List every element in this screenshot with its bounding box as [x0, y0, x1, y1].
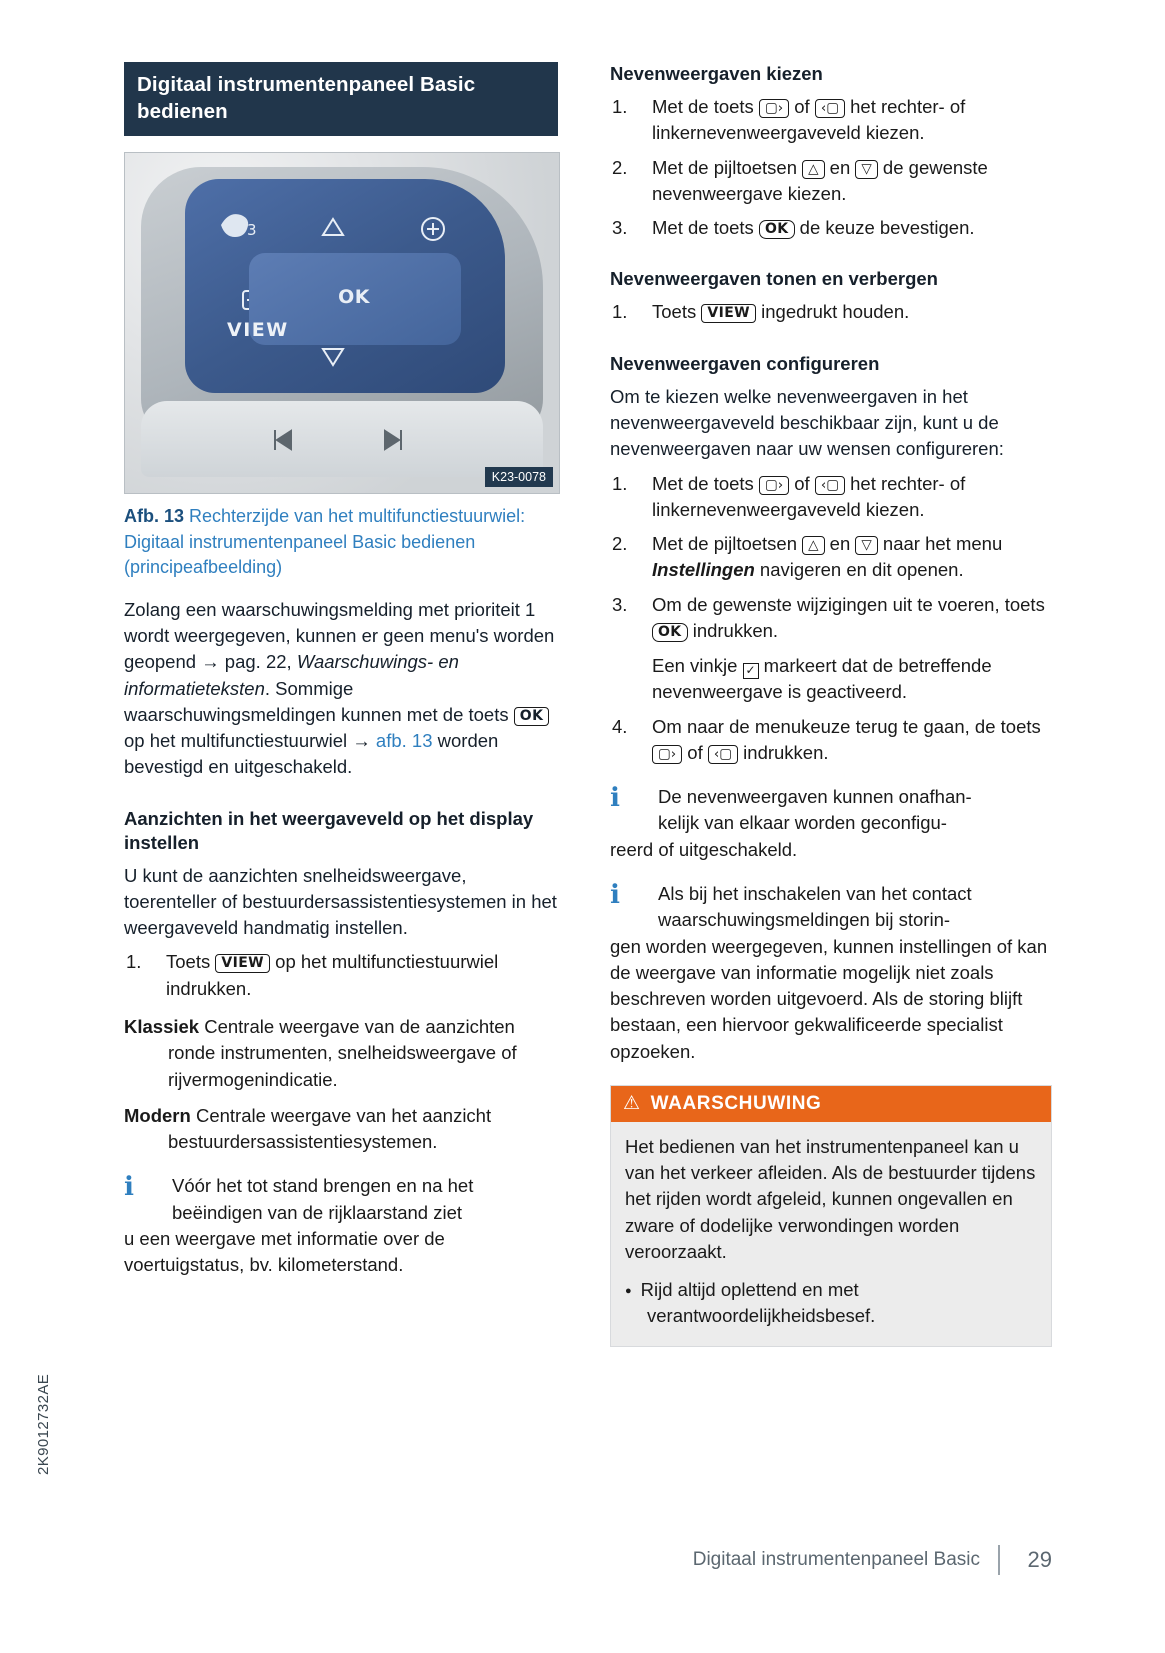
- choose-step-3: [610, 215, 1052, 241]
- views-step-1: [124, 949, 558, 1002]
- config-step-3-sub-text-a: Een vinkje: [652, 655, 743, 677]
- left-view-icon: ‹▢: [815, 476, 845, 495]
- heading-views-setup: Aanzichten in het weergaveveld op het display instellen: [124, 807, 534, 853]
- view-key-icon: VIEW: [215, 954, 270, 973]
- note-ignition-rest: gen worden weergegeven, kunnen instellingen of kan de weergave van informatie mogelijk niet zoals beschreven worden uitgevoerd. Als de storing blijft bestaan, een hiervoor gekwalificeerde specialist opzoeken.: [610, 935, 1048, 1062]
- figure-caption-text: Rechterzijde van het multifunctiestuurwiel: Digitaal instrumentenpaneel Basic bedienen (principeafbeelding): [124, 506, 526, 578]
- choose-step-2: [610, 155, 1052, 208]
- warning-text: Het bedienen van het instrumentenpaneel kan u van het verkeer afleiden. Als de bestuurder tijdens het rijden wordt afgeleid, kunnen ongevallen en zware of dodelijke verwondingen worden veroorzaakt.: [625, 1135, 1036, 1262]
- figure-ok-button-label: OK: [338, 286, 370, 309]
- config-step-4-text-c: indrukken.: [738, 741, 829, 763]
- note-ignition-warnings: [610, 881, 1052, 1065]
- note-independent-config: [610, 784, 1052, 863]
- config-step-4: [610, 714, 1052, 767]
- config-step-2-text-a: Met de pijltoetsen: [652, 533, 803, 555]
- config-step-3-sub-text-b: markeert dat de betreffende nevenweergave is geactiveerd.: [652, 655, 992, 703]
- choose-step-2-text-c: de gewenste nevenweergave kiezen.: [652, 156, 988, 204]
- warning-triangle-icon: ⚠: [623, 1092, 641, 1115]
- arrow-up-icon: △: [802, 160, 824, 179]
- config-step-3-text-a: Om de gewenste wijzigingen uit te voeren, toets: [652, 593, 1045, 615]
- choose-step-3-text-a: Met de toets: [652, 217, 759, 239]
- right-view-icon: ▢›: [759, 476, 789, 495]
- intro-italic: Waarschuwings- en informatieteksten: [124, 651, 459, 699]
- choose-step-3-text-c: de keuze bevestigen.: [794, 217, 975, 239]
- view-mode-klassiek-term: Klassiek: [124, 1016, 200, 1038]
- config-step-1-text-a: Met de toets: [652, 472, 759, 494]
- warning-header: [611, 1086, 1051, 1122]
- show-step-1-text-a: Toets: [652, 301, 702, 323]
- show-step-1: [610, 299, 1052, 325]
- arrow-down-icon: ▽: [855, 160, 877, 179]
- config-step-3-subnote: [652, 653, 1052, 706]
- choose-step-1-text-c: het rechter- of linkernevenweergaveveld kiezen.: [652, 96, 966, 144]
- figure-caption-label: Afb. 13: [124, 506, 185, 527]
- checkmark-icon: ✓: [743, 663, 759, 679]
- lower-wheel-bar: [141, 401, 543, 477]
- footer-divider: [998, 1545, 1000, 1575]
- figure-view-button-label: VIEW: [227, 319, 289, 342]
- right-view-icon: ▢›: [759, 99, 789, 118]
- config-step-2-menu-name: Instellingen: [652, 559, 755, 581]
- intro-paragraph: [124, 597, 558, 781]
- figure-code: K23-0078: [485, 467, 553, 487]
- ok-key-icon: OK: [652, 623, 688, 642]
- view-modes-list: [124, 1014, 558, 1155]
- heading-show-hide-subdisplays: Nevenweergaven tonen en verbergen: [610, 268, 938, 290]
- config-step-2-text-c: naar het menu: [877, 533, 1003, 555]
- views-step-1-text-b: op het multifunctiestuurwiel indrukken.: [166, 951, 499, 999]
- note-vehicle-status-line2: beëindigen van de rijklaarstand ziet: [172, 1201, 463, 1223]
- views-steps-list: [124, 949, 558, 1002]
- note-independent-rest: reerd of uitgeschakeld.: [610, 838, 798, 860]
- info-icon: ℹ: [610, 879, 620, 910]
- footer-section-title: Digitaal instrumentenpaneel Basic: [692, 1549, 980, 1570]
- show-step-1-text-b: ingedrukt houden.: [756, 301, 910, 323]
- config-paragraph: Om te kiezen welke nevenweergaven in het nevenweergaveveld beschikbaar zijn, kunt u de nevenweergaven naar uw wensen configureren:: [610, 385, 1004, 460]
- warning-body: [611, 1122, 1051, 1346]
- right-column: [610, 62, 1052, 1347]
- note-ignition-line1: Als bij het inschakelen van het contact: [658, 882, 972, 904]
- view-mode-klassiek: [124, 1014, 558, 1093]
- choose-step-1-text-a: Met de toets: [652, 96, 759, 118]
- config-step-1: [610, 471, 1052, 524]
- svg-text:3: 3: [247, 221, 257, 240]
- view-mode-modern: [124, 1103, 558, 1156]
- warning-title: WAARSCHUWING: [650, 1092, 822, 1114]
- choose-step-2-text-a: Met de pijltoetsen: [652, 156, 803, 178]
- config-step-4-text-a: Om naar de menukeuze terug te gaan, de toets: [652, 715, 1041, 737]
- page-number: 29: [1027, 1547, 1052, 1572]
- arrow-down-icon: ▽: [855, 536, 877, 555]
- steering-wheel-figure: [124, 152, 560, 494]
- view-mode-modern-term: Modern: [124, 1104, 191, 1126]
- intro-text-4: worden bevestigd en uitgeschakeld.: [124, 730, 499, 778]
- note-independent-line2: kelijk van elkaar worden geconfigu-: [658, 812, 947, 834]
- config-step-2-text-d: navigeren en dit openen.: [754, 559, 964, 581]
- info-icon: ℹ: [124, 1172, 134, 1203]
- warning-bullet: ● Rijd altijd oplettend en met verantwoordelijkheidsbesef.: [625, 1277, 1037, 1330]
- config-step-1-text-c: het rechter- of linkernevenweergaveveld kiezen.: [652, 472, 966, 520]
- section-title-banner: Digitaal instrumentenpaneel Basic bedienen: [124, 62, 558, 136]
- config-step-4-text-b: of: [682, 741, 708, 763]
- config-step-3-text-b: indrukken.: [687, 619, 779, 641]
- document-side-code: 2K9012732AE: [35, 1373, 52, 1475]
- config-step-3: [610, 592, 1052, 706]
- warning-box: [610, 1085, 1052, 1347]
- choose-steps-list: [610, 94, 1052, 241]
- choose-step-1: [610, 94, 1052, 147]
- heading-choose-subdisplays: Nevenweergaven kiezen: [610, 63, 823, 84]
- config-step-1-text-b: of: [789, 472, 815, 494]
- choose-step-1-text-b: of: [789, 96, 815, 118]
- show-steps-list: [610, 299, 1052, 325]
- arrow-up-icon: △: [802, 536, 824, 555]
- view-mode-modern-text: Centrale weergave van het aanzicht bestuurdersassistentiesystemen.: [168, 1104, 492, 1153]
- track-skip-icons: [141, 401, 543, 477]
- left-column: [124, 62, 558, 1278]
- info-icon: ℹ: [610, 783, 620, 814]
- choose-step-2-text-b: en: [824, 156, 856, 178]
- config-steps-list: [610, 471, 1052, 767]
- intro-figure-link[interactable]: afb. 13: [375, 730, 433, 752]
- ok-key-icon: OK: [759, 220, 795, 239]
- views-step-1-text-a: Toets: [166, 951, 216, 973]
- note-vehicle-status: [124, 1173, 558, 1278]
- view-key-icon: VIEW: [701, 304, 756, 323]
- intro-text-2: . Sommige waarschuwingsmeldingen kunnen met de toets: [124, 677, 514, 725]
- figure-caption: [124, 504, 558, 581]
- heading-configure-subdisplays: Nevenweergaven configureren: [610, 352, 880, 374]
- intro-text-3: op het multifunctiestuurwiel →: [124, 730, 376, 752]
- view-mode-klassiek-text: Centrale weergave van de aanzichten ronde instrumenten, snelheidsweergave of rijvermogenindicatie.: [168, 1016, 517, 1090]
- note-independent-line1: De nevenweergaven kunnen onafhan-: [658, 786, 972, 808]
- views-paragraph: U kunt de aanzichten snelheidsweergave, toerenteller of bestuurdersassistentiesystemen in het weergaveveld handmatig instellen.: [124, 864, 557, 939]
- ok-key-icon: OK: [514, 707, 550, 726]
- note-ignition-line2: waarschuwingsmeldingen bij storin-: [658, 909, 951, 931]
- page-footer: [610, 1545, 1052, 1575]
- config-step-2-text-b: en: [824, 533, 856, 555]
- intro-text-1: Zolang een waarschuwingsmelding met prioriteit 1 wordt weergegeven, kunnen er geen menu's worden geopend → pag. 22,: [124, 598, 555, 673]
- left-view-icon: ‹▢: [708, 745, 738, 764]
- left-view-icon: ‹▢: [815, 99, 845, 118]
- right-view-icon: ▢›: [652, 745, 682, 764]
- note-vehicle-status-line1: Vóór het tot stand brengen en na het: [172, 1175, 474, 1197]
- config-step-2: [610, 531, 1052, 584]
- note-vehicle-status-rest: u een weergave met informatie over de voertuigstatus, bv. kilometerstand.: [124, 1227, 445, 1276]
